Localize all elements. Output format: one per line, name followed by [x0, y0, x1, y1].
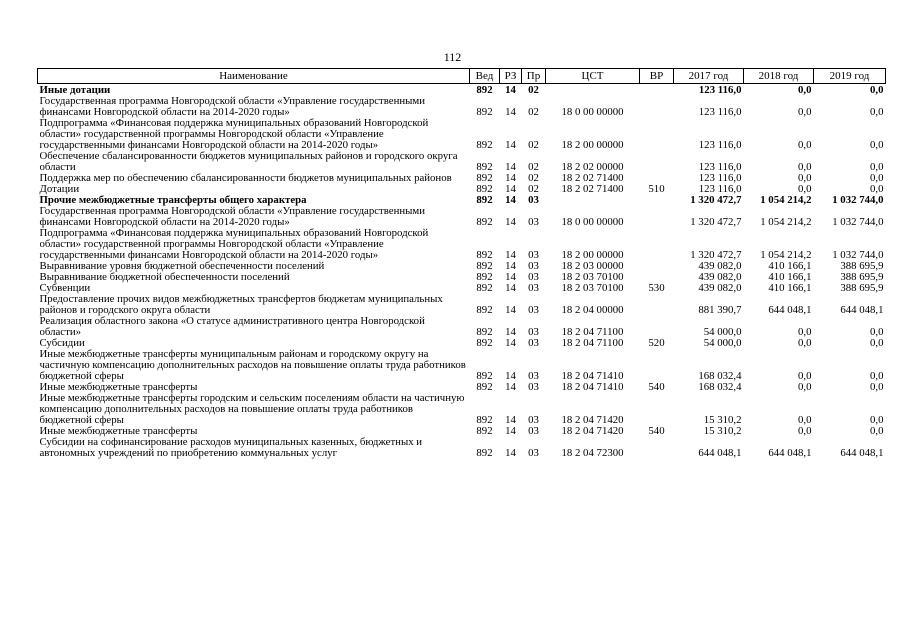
row-2018: 410 166,1 — [768, 260, 812, 272]
row-ved: 892 — [476, 425, 493, 437]
row-cst: 18 2 04 71100 — [561, 337, 624, 349]
table-row — [38, 118, 886, 151]
row-2019: 1 032 744,0 — [832, 216, 884, 228]
row-2019: 1 032 744,0 — [832, 194, 884, 206]
row-pr: 03 — [528, 381, 539, 393]
row-rz: 14 — [505, 337, 516, 349]
row-2018: 1 054 214,2 — [760, 216, 812, 228]
row-ved: 892 — [476, 304, 493, 316]
row-rz: 14 — [505, 381, 516, 393]
row-rz: 14 — [505, 414, 516, 426]
header-ved: Вед — [470, 69, 500, 84]
row-vr: 510 — [648, 183, 665, 195]
table-row — [38, 393, 886, 426]
table-row — [38, 96, 886, 118]
row-cst: 18 2 04 71410 — [561, 370, 624, 382]
row-ved: 892 — [476, 414, 493, 426]
row-2017: 54 000,0 — [703, 326, 742, 338]
row-vr — [640, 118, 674, 151]
row-2019: 0,0 — [870, 414, 884, 426]
table-row — [38, 151, 886, 173]
row-cst: 18 2 03 70100 — [561, 282, 624, 294]
row-2017: 123 116,0 — [698, 161, 742, 173]
row-pr: 03 — [528, 304, 539, 316]
row-cst: 18 2 02 71400 — [561, 183, 624, 195]
row-2017: 54 000,0 — [703, 337, 742, 349]
row-cst: 18 2 04 72300 — [561, 447, 624, 459]
row-rz: 14 — [505, 161, 516, 173]
row-name: Выравнивание уровня бюджетной обеспеченности поселений — [39, 260, 325, 272]
row-2018: 0,0 — [798, 326, 812, 338]
row-2018: 1 054 214,2 — [760, 249, 812, 261]
row-rz: 14 — [505, 370, 516, 382]
row-cst: 18 2 00 00000 — [561, 139, 624, 151]
header-2018: 2018 год — [744, 69, 814, 84]
row-cst: 18 0 00 00000 — [561, 216, 624, 228]
row-pr: 03 — [528, 370, 539, 382]
row-pr: 03 — [528, 282, 539, 294]
row-pr: 02 — [528, 106, 539, 118]
row-ved: 892 — [476, 84, 493, 96]
row-cst — [546, 195, 640, 206]
row-2017: 1 320 472,7 — [690, 216, 742, 228]
header-2017: 2017 год — [674, 69, 744, 84]
row-ved: 892 — [476, 249, 493, 261]
row-2019: 0,0 — [870, 337, 884, 349]
row-name: Предоставление прочих видов межбюджетных трансфертов бюджетам муниципальных районов и городского округа области — [39, 293, 443, 316]
row-2018: 0,0 — [798, 139, 812, 151]
row-vr — [640, 349, 674, 382]
table-body — [38, 84, 886, 460]
row-rz: 14 — [505, 326, 516, 338]
row-2019: 0,0 — [870, 370, 884, 382]
row-2017: 439 082,0 — [698, 271, 742, 283]
row-pr: 02 — [528, 139, 539, 151]
row-vr — [640, 393, 674, 426]
row-pr: 03 — [528, 425, 539, 437]
row-name: Выравнивание бюджетной обеспеченности поселений — [39, 271, 290, 283]
row-ved: 892 — [476, 139, 493, 151]
row-name: Иные межбюджетные трансферты городским и сельским поселениям области на частичную компенсацию дополнительных расходов на повышение оплаты труда работников бюджетной сферы — [39, 392, 465, 426]
table-row — [38, 316, 886, 338]
row-2017: 439 082,0 — [698, 282, 742, 294]
row-rz: 14 — [505, 84, 516, 96]
row-name: Субсидии на софинансирование расходов муниципальных казенных, бюджетных и автономных учреждений по приобретению коммунальных услуг — [39, 436, 423, 459]
row-2017: 15 310,2 — [703, 425, 742, 437]
row-2018: 644 048,1 — [768, 447, 812, 459]
budget-table — [37, 68, 886, 459]
row-vr — [640, 228, 674, 261]
row-name: Иные межбюджетные трансферты — [39, 381, 198, 393]
row-pr: 03 — [528, 249, 539, 261]
row-name: Иные межбюджетные трансферты муниципальным районам и городскому округу на частичную компенсацию дополнительных расходов на повышение оплаты труда работников бюджетной сферы — [39, 348, 466, 382]
row-2018: 0,0 — [798, 370, 812, 382]
header-vr: ВР — [640, 69, 674, 84]
row-rz: 14 — [505, 194, 516, 206]
row-name: Подпрограмма «Финансовая поддержка муниципальных образований Новгородской области» государственной программы Новгородской области «Управление государственными финансами Новгородской области на 2014-2020 годы» — [39, 117, 429, 151]
row-vr — [640, 294, 674, 316]
row-name: Подпрограмма «Финансовая поддержка муниципальных образований Новгородской области» государственной программы Новгородской области «Управление государственными финансами Новгородской области на 2014-2020 годы» — [39, 227, 429, 261]
row-2018: 410 166,1 — [768, 282, 812, 294]
row-2019: 0,0 — [870, 183, 884, 195]
row-rz: 14 — [505, 260, 516, 272]
row-name: Субвенции — [39, 282, 91, 294]
row-cst: 18 2 04 71420 — [561, 425, 624, 437]
row-vr — [640, 84, 674, 97]
row-ved: 892 — [476, 381, 493, 393]
row-rz: 14 — [505, 425, 516, 437]
header-pr: Пр — [522, 69, 546, 84]
row-2019: 0,0 — [870, 84, 884, 96]
row-pr: 03 — [528, 271, 539, 283]
row-2019: 0,0 — [870, 106, 884, 118]
row-2018: 0,0 — [798, 84, 812, 96]
header-name: Наименование — [38, 69, 470, 84]
row-ved: 892 — [476, 260, 493, 272]
row-rz: 14 — [505, 447, 516, 459]
row-cst: 18 2 04 71410 — [561, 381, 624, 393]
row-ved: 892 — [476, 106, 493, 118]
row-pr: 02 — [528, 172, 539, 184]
row-cst: 18 2 04 00000 — [561, 304, 624, 316]
row-vr — [640, 195, 674, 206]
row-pr: 03 — [528, 326, 539, 338]
row-vr — [640, 437, 674, 459]
row-name: Реализация областного закона «О статусе административного центра Новгородской области» — [39, 315, 425, 338]
row-2019: 0,0 — [870, 139, 884, 151]
header-cst: ЦСТ — [546, 69, 640, 84]
row-vr: 530 — [648, 282, 665, 294]
row-ved: 892 — [476, 326, 493, 338]
row-cst — [546, 84, 640, 97]
row-2018: 0,0 — [798, 106, 812, 118]
table-row — [38, 437, 886, 459]
row-vr — [640, 206, 674, 228]
row-pr: 03 — [528, 194, 539, 206]
row-rz: 14 — [505, 271, 516, 283]
row-cst: 18 2 03 00000 — [561, 260, 624, 272]
row-2017: 1 320 472,7 — [690, 194, 742, 206]
row-ved: 892 — [476, 194, 493, 206]
row-2019: 0,0 — [870, 326, 884, 338]
table-row — [38, 272, 886, 283]
row-ved: 892 — [476, 172, 493, 184]
row-2018: 1 054 214,2 — [760, 194, 812, 206]
row-rz: 14 — [505, 172, 516, 184]
row-2019: 0,0 — [870, 161, 884, 173]
row-2017: 15 310,2 — [703, 414, 742, 426]
row-2019: 0,0 — [870, 172, 884, 184]
header-2019: 2019 год — [814, 69, 886, 84]
row-name: Прочие межбюджетные трансферты общего характера — [39, 194, 307, 206]
table-header-row — [38, 69, 886, 84]
row-vr — [640, 316, 674, 338]
row-vr — [640, 96, 674, 118]
row-name: Дотации — [39, 183, 80, 195]
row-ved: 892 — [476, 271, 493, 283]
row-2017: 1 320 472,7 — [690, 249, 742, 261]
row-2017: 123 116,0 — [698, 172, 742, 184]
row-name: Государственная программа Новгородской области «Управление государственными финансами Новгородской области на 2014-2020 годы» — [39, 205, 426, 228]
row-name: Субсидии — [39, 337, 85, 349]
row-vr — [640, 151, 674, 173]
row-2017: 123 116,0 — [698, 139, 742, 151]
row-2019: 644 048,1 — [840, 447, 884, 459]
row-2019: 644 048,1 — [840, 304, 884, 316]
row-rz: 14 — [505, 304, 516, 316]
row-2017: 123 116,0 — [698, 84, 742, 96]
row-vr — [640, 261, 674, 272]
row-cst: 18 0 00 00000 — [561, 106, 624, 118]
row-ved: 892 — [476, 282, 493, 294]
row-pr: 03 — [528, 216, 539, 228]
row-2019: 0,0 — [870, 381, 884, 393]
row-ved: 892 — [476, 183, 493, 195]
row-pr: 02 — [528, 161, 539, 173]
page-number: 112 — [443, 50, 462, 64]
row-2017: 123 116,0 — [698, 106, 742, 118]
row-vr: 540 — [648, 425, 665, 437]
row-cst: 18 2 00 00000 — [561, 249, 624, 261]
row-2019: 388 695,9 — [840, 260, 884, 272]
table-row — [38, 206, 886, 228]
row-name: Иные межбюджетные трансферты — [39, 425, 198, 437]
row-name: Государственная программа Новгородской области «Управление государственными финансами Новгородской области на 2014-2020 годы» — [39, 95, 426, 118]
row-2017: 881 390,7 — [698, 304, 742, 316]
row-2019: 0,0 — [870, 425, 884, 437]
row-2018: 0,0 — [798, 161, 812, 173]
row-pr: 03 — [528, 447, 539, 459]
row-rz: 14 — [505, 216, 516, 228]
header-rz: РЗ — [500, 69, 522, 84]
row-rz: 14 — [505, 249, 516, 261]
row-2018: 410 166,1 — [768, 271, 812, 283]
row-cst: 18 2 04 71420 — [561, 414, 624, 426]
row-2017: 168 032,4 — [698, 381, 742, 393]
row-2018: 0,0 — [798, 381, 812, 393]
table-row — [38, 173, 886, 184]
row-2018: 644 048,1 — [768, 304, 812, 316]
table-row — [38, 349, 886, 382]
row-2018: 0,0 — [798, 414, 812, 426]
row-ved: 892 — [476, 161, 493, 173]
row-vr: 540 — [648, 381, 665, 393]
row-2019: 388 695,9 — [840, 271, 884, 283]
row-cst: 18 2 02 71400 — [561, 172, 624, 184]
row-pr: 03 — [528, 260, 539, 272]
row-2019: 1 032 744,0 — [832, 249, 884, 261]
row-2018: 0,0 — [798, 337, 812, 349]
row-name: Поддержка мер по обеспечению сбалансированности бюджетов муниципальных районов — [39, 172, 452, 184]
row-ved: 892 — [476, 216, 493, 228]
row-2018: 0,0 — [798, 425, 812, 437]
row-2017: 168 032,4 — [698, 370, 742, 382]
row-rz: 14 — [505, 282, 516, 294]
row-pr: 03 — [528, 337, 539, 349]
row-2019: 388 695,9 — [840, 282, 884, 294]
row-vr: 520 — [648, 337, 665, 349]
row-2017: 439 082,0 — [698, 260, 742, 272]
row-cst: 18 2 03 70100 — [561, 271, 624, 283]
row-cst: 18 2 04 71100 — [561, 326, 624, 338]
row-rz: 14 — [505, 106, 516, 118]
row-name: Обеспечение сбалансированности бюджетов муниципальных районов и городского округа области — [39, 150, 458, 173]
row-rz: 14 — [505, 139, 516, 151]
row-ved: 892 — [476, 337, 493, 349]
table-row — [38, 294, 886, 316]
row-2017: 123 116,0 — [698, 183, 742, 195]
row-name: Иные дотации — [39, 84, 111, 96]
row-2018: 0,0 — [798, 172, 812, 184]
row-ved: 892 — [476, 370, 493, 382]
row-2017: 644 048,1 — [698, 447, 742, 459]
row-pr: 02 — [528, 84, 539, 96]
row-ved: 892 — [476, 447, 493, 459]
row-pr: 03 — [528, 414, 539, 426]
row-2018: 0,0 — [798, 183, 812, 195]
row-rz: 14 — [505, 183, 516, 195]
table-row — [38, 228, 886, 261]
row-pr: 02 — [528, 183, 539, 195]
row-cst: 18 2 02 00000 — [561, 161, 624, 173]
